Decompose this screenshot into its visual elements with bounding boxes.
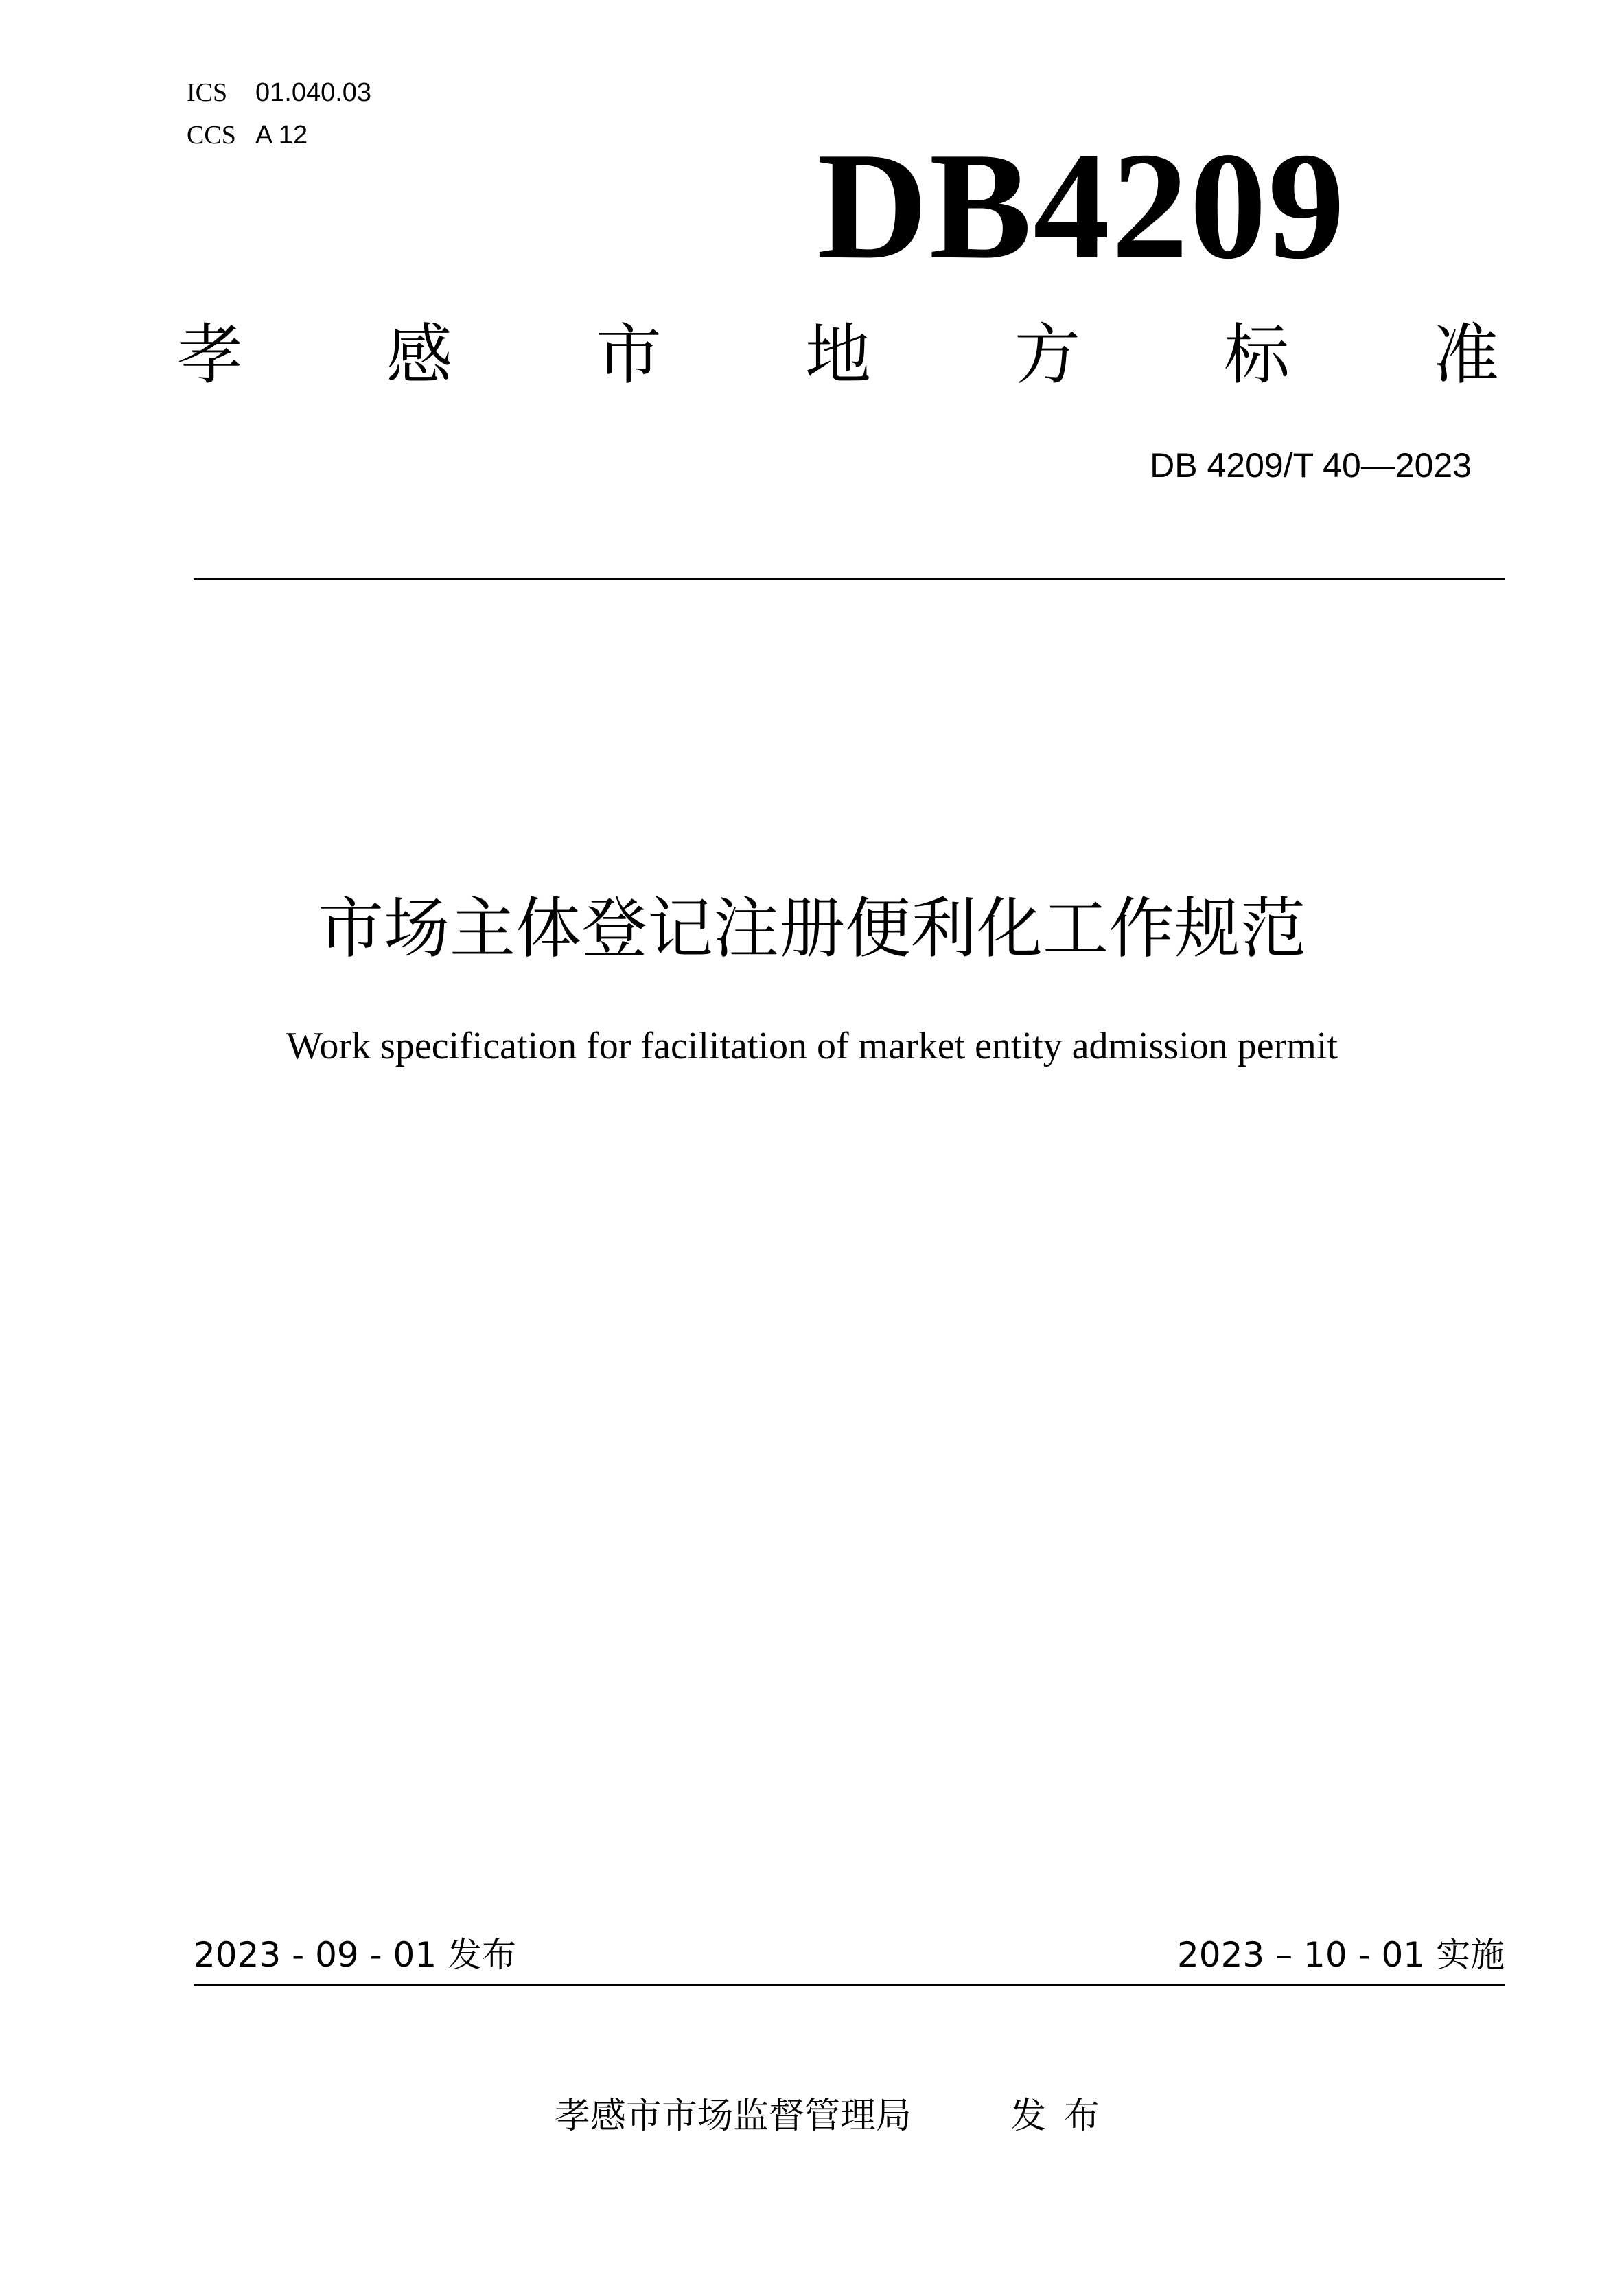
standard-type-char: 方 <box>1014 316 1080 393</box>
top-divider <box>194 578 1505 580</box>
issue-date: 2023 - 09 - 01 发布 <box>194 1935 517 1975</box>
standard-type-char: 标 <box>1224 316 1290 393</box>
db-code: DB4209 <box>817 121 1347 291</box>
publisher: 孝感市市场监督管理局 <box>555 2096 912 2137</box>
standard-type-char: 孝 <box>177 316 243 393</box>
ics-code <box>187 77 371 108</box>
title-chinese: 市场主体登记注册便利化工作规范 <box>318 890 1306 967</box>
standard-type-char: 地 <box>805 316 871 393</box>
standard-type-char: 准 <box>1433 316 1499 393</box>
standard-type <box>177 317 1499 393</box>
standard-type-char: 市 <box>596 316 662 393</box>
ccs-label: CCS <box>187 121 236 150</box>
implementation-date: 2023 – 10 - 01 实施 <box>1176 1935 1505 1975</box>
standard-type-char: 感 <box>386 316 452 393</box>
publish-word: 发布 <box>1010 2096 1118 2137</box>
title-english: Work specification for facilitation of market entity admission permit <box>286 1025 1338 1067</box>
ccs-code <box>187 119 308 150</box>
standard-number: DB 4209/T 40—2023 <box>1150 446 1472 485</box>
bottom-divider <box>194 1984 1505 1986</box>
ics-label: ICS <box>187 78 228 107</box>
ccs-value: A 12 <box>255 121 308 150</box>
ics-value: 01.040.03 <box>255 78 372 107</box>
